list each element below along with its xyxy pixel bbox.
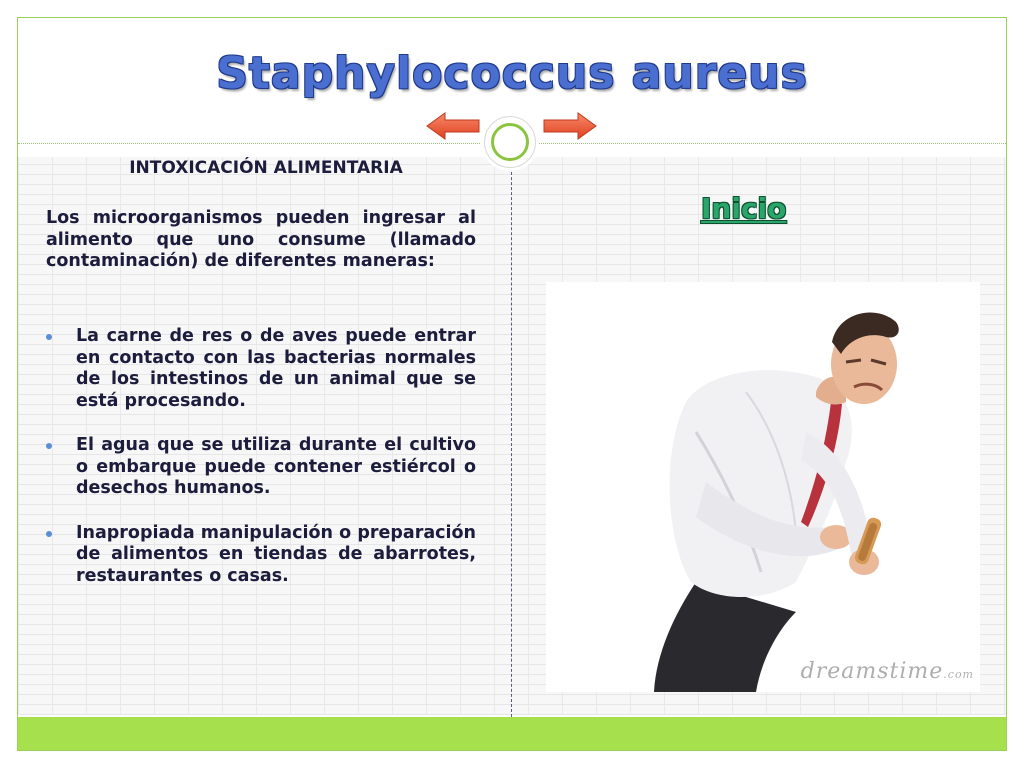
bullet-dot-icon (46, 334, 52, 340)
watermark (801, 659, 974, 684)
inicio-link[interactable]: Inicio (701, 192, 787, 225)
home-ring (491, 123, 529, 161)
list-item (46, 523, 476, 588)
bullet-text: El agua que se utiliza durante el cultivo o embarque puede contener estiércol o desechos humanos. (76, 435, 476, 498)
watermark-main: dreamstime (800, 659, 944, 684)
footer-bar (18, 717, 1006, 751)
bullet-text: Inapropiada manipulación o preparación de alimentos en tiendas de abarrotes, restaurantes o casas. (76, 522, 476, 586)
bullet-dot-icon (46, 443, 52, 449)
section-heading: INTOXICACIÓN ALIMENTARIA (129, 158, 403, 178)
list-item (46, 326, 476, 412)
stomach-ache-photo (546, 282, 980, 692)
circle-home-icon[interactable] (484, 116, 536, 168)
intro-paragraph: Los microorganismos pueden ingresar al alimento que uno consume (llamado contaminación) de diferentes maneras: (46, 208, 476, 271)
bullet-list (46, 326, 476, 610)
slide-title: Staphylococcus aureus (216, 48, 808, 99)
slide-frame (17, 17, 1007, 751)
bullet-text: La carne de res o de aves puede entrar en contacto con las bacterias normales de los intestinos de un animal que se está procesando. (76, 326, 476, 411)
right-arrow-icon[interactable] (542, 111, 598, 141)
bullet-dot-icon (46, 531, 52, 537)
left-arrow-icon[interactable] (425, 111, 481, 141)
column-divider (511, 157, 512, 717)
man-stomach-ache-illustration (546, 282, 980, 692)
watermark-suffix: .com (943, 668, 974, 681)
list-item (46, 435, 476, 500)
